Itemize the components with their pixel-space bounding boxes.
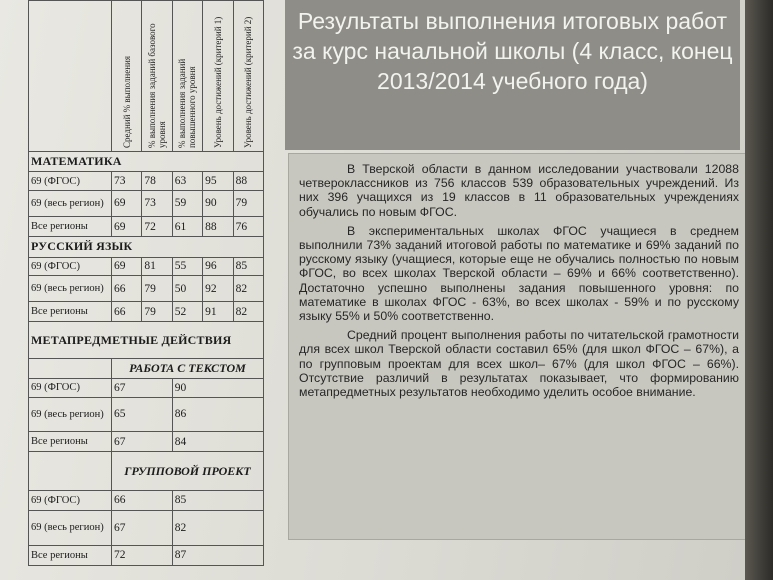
table-row: 69 (ФГОС) 69 81 55 96 85 xyxy=(29,257,264,275)
table-row: 69 (весь регион) 69 73 59 90 79 xyxy=(29,190,264,216)
slide-title: Результаты выполнения итоговых работ за курс начальной школы (4 класс, конец 2013/2014 учебного года) xyxy=(285,0,740,150)
table-row: Все регионы 66 79 52 91 82 xyxy=(29,302,264,322)
table-row: Все регионы 67 84 xyxy=(29,432,264,452)
header-cell: Средний % выполнения xyxy=(112,1,142,152)
header-cell: Уровень достижений (критерий 2) xyxy=(233,1,263,152)
section-russian: РУССКИЙ ЯЗЫК xyxy=(29,237,264,257)
table-header-row xyxy=(29,1,264,152)
header-blank-cell xyxy=(29,1,112,152)
room-background xyxy=(745,0,773,580)
results-table xyxy=(28,0,264,566)
section-meta: МЕТАПРЕДМЕТНЫЕ ДЕЙСТВИЯ xyxy=(29,322,264,359)
header-cell: % выполнения заданий базового уровня xyxy=(142,1,172,152)
table-row: 69 (ФГОС) 66 85 xyxy=(29,490,264,510)
paragraph: Средний процент выполнения работы по читательской грамотности для всех школ Тверской области составил 65% (для школ ФГОС – 67%), а по групповым проектам для всех школ– 67% (для школ ФГОС – 66%). Отсутствие различий в результатах показывает, что формированию метапредметных результатов необходимо уделить особое внимание. xyxy=(299,328,739,400)
table-row: Все регионы 72 87 xyxy=(29,545,264,565)
subsection-project: ГРУППОВОЙ ПРОЕКТ xyxy=(29,452,264,491)
table-row: 69 (ФГОС) 73 78 63 95 88 xyxy=(29,172,264,190)
paragraph: В экспериментальных школах ФГОС учащиеся в среднем выполнили 73% заданий итоговой работы по математике и 69% заданий по русскому языку (учащиеся, которые еще не обучались полностью по новым ФГОС, во всех школах Тверской области – 69% и 66% соответственно). Достаточно успешно выполнены задания повышенного уровня: по математике в школах ФГОС - 63%, во всех школах - 59% и по русскому языку 55% и 50% соответственно. xyxy=(299,223,739,324)
slide-body-text xyxy=(288,153,750,540)
table-row: 69 (весь регион) 66 79 50 92 82 xyxy=(29,275,264,301)
table-row: Все регионы 69 72 61 88 76 xyxy=(29,217,264,237)
subsection-text: РАБОТА С ТЕКСТОМ xyxy=(29,358,264,378)
header-cell: % выполнения заданий повышенного уровня xyxy=(172,1,202,152)
table-row: 69 (ФГОС) 67 90 xyxy=(29,379,264,397)
section-math: МАТЕМАТИКА xyxy=(29,152,264,172)
paragraph: В Тверской области в данном исследовании участвовали 12088 четвероклассников из 756 классов 539 образовательных учреждений. Из них 396 учащихся из 19 классов в 11 образовательных учреждениях обучались по новым ФГОС. xyxy=(299,162,739,219)
header-cell: Уровень достижений (критерий 1) xyxy=(203,1,233,152)
table-row: 69 (весь регион) 67 82 xyxy=(29,511,264,545)
table-row: 69 (весь регион) 65 86 xyxy=(29,397,264,431)
